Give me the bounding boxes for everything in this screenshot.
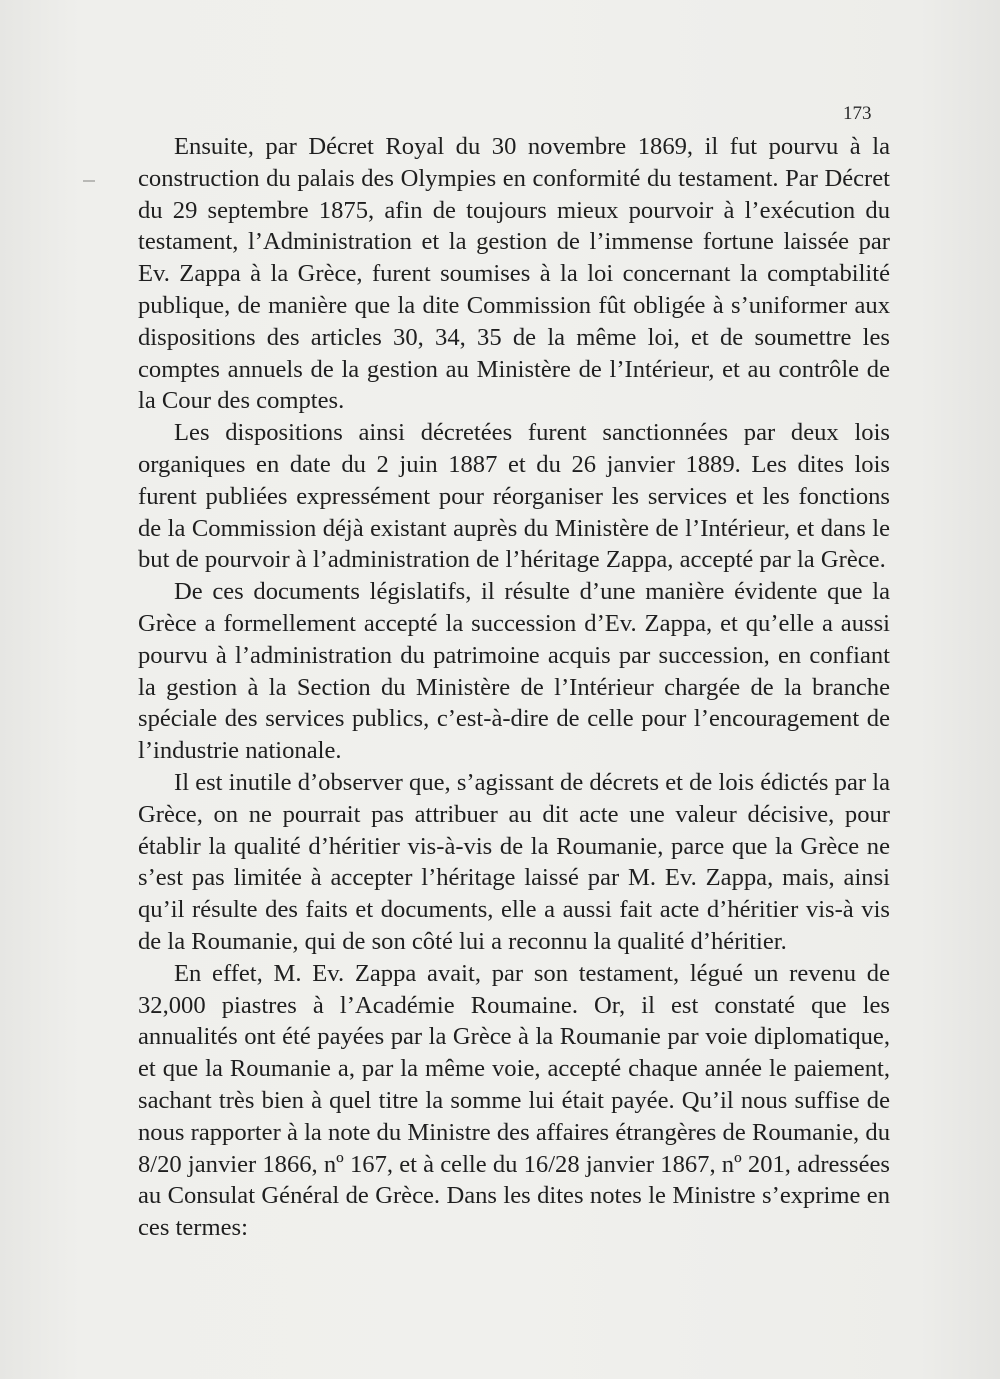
paragraph-3: De ces documents législatifs, il résulte d’une manière évidente que la Grèce a formellement accepté la succession d’Ev. Zappa, et qu’elle a aussi pourvu à l’administration du patrimoine acquis par succession, en confiant la gestion à la Section du Ministère de l’Intérieur chargée de la branche spéciale des services publics, c’est-à-dire de celle pour l’encouragement de l’industrie nationale.	[138, 578, 890, 765]
paragraph-2: Les dispositions ainsi décretées furent sanctionnées par deux lois organiques en date du 2 juin 1887 et du 26 janvier 1889. Les dites lois furent publiées expressément pour réorganiser les services et les fonctions de la Commission déjà existant auprès du Ministère de l’Intérieur, et dans le but de pourvoir à l’administration de l’héritage Zappa, accepté par la Grèce.	[138, 419, 890, 574]
page-number: 173	[843, 103, 872, 124]
margin-mark	[83, 180, 95, 182]
paragraph-5: En effet, M. Ev. Zappa avait, par son testament, légué un revenu de 32,000 piastres à l’Académie Roumaine. Or, il est constaté que les annualités ont été payées par la Grèce à la Roumanie par voie diplomatique, et que la Roumanie a, par la même voie, accepté chaque année le paiement, sachant très bien à quel titre la somme lui était payée. Qu’il nous suffise de nous rapporter à la note du Ministre des affaires étrangères de Roumanie, du 8/20 janvier 1866, nº 167, et à celle du 16/28 janvier 1867, nº 201, adressées au Consulat Général de Grèce. Dans les dites notes le Ministre s’exprime en ces termes:	[138, 959, 890, 1242]
paragraph-4: Il est inutile d’observer que, s’agissant de décrets et de lois édictés par la Grèce, on ne pourrait pas attribuer au dit acte une valeur décisive, pour établir la qualité d’héritier vis-à-vis de la Roumanie, parce que la Grèce ne s’est pas limitée à accepter l’héritage laissé par M. Ev. Zappa, mais, ainsi qu’il résulte des faits et documents, elle a aussi fait acte d’héritier vis-à vis de la Roumanie, qui de son côté lui a reconnu la qualité d’héritier.	[138, 768, 890, 955]
paragraph-1: Ensuite, par Décret Royal du 30 novembre 1869, il fut pourvu à la construction du palais des Olympies en conformité du testament. Par Décret du 29 septembre 1875, afin de toujours mieux pourvoir à l’exécution du testament, l’Administration et la gestion de l’immense fortune laissée par Ev. Zappa à la Grèce, furent soumises à la loi concernant la comptabilité publique, de manière que la dite Commission fût obligée à s’uniformer aux dispositions des articles 30, 34, 35 de la même loi, et de soumettre les comptes annuels de la gestion au Ministère de l’Intérieur, et au contrôle de la Cour des comptes.	[138, 133, 890, 415]
body-text	[138, 131, 890, 1244]
